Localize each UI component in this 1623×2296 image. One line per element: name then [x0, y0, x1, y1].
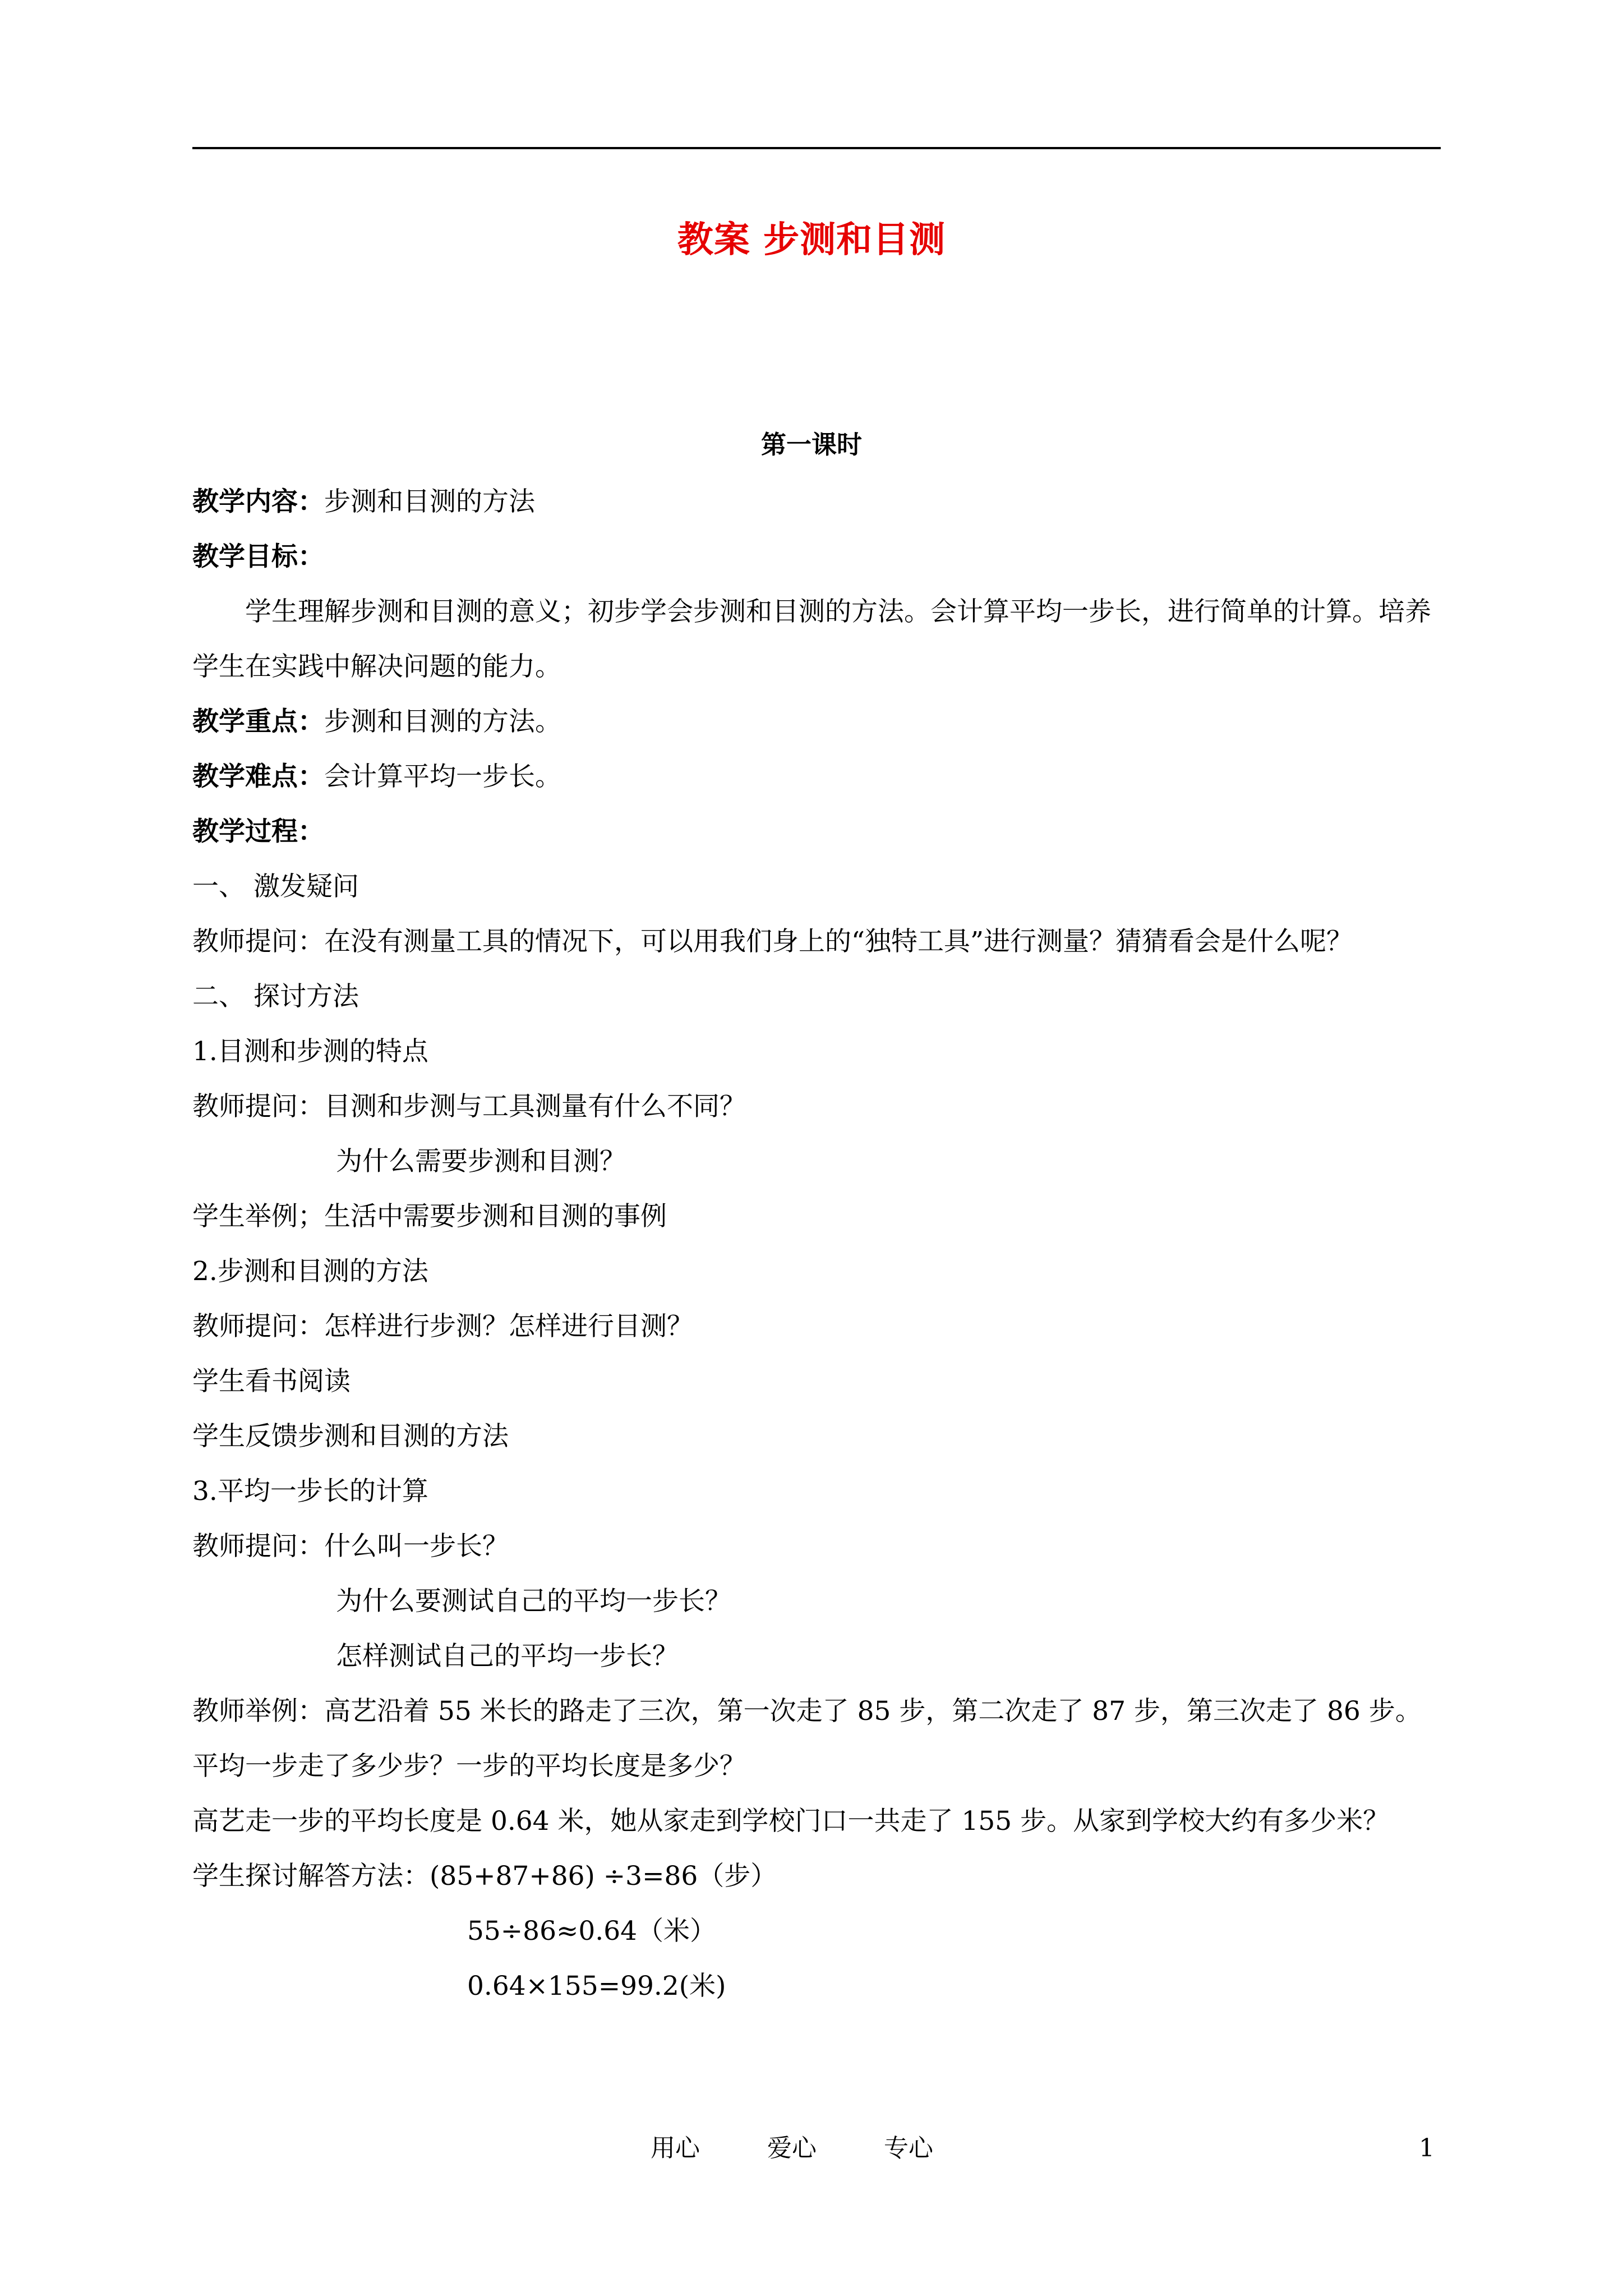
header-rule [192, 147, 1441, 149]
sub3-solution-intro: 学生探讨解答方法：(85+87+86) ÷3=86（步） [192, 1861, 777, 1892]
sub3-question-3: 怎样测试自己的平均一步长？ [336, 1641, 679, 1672]
sub3-teacher-example: 教师举例：高艺沿着 55 米长的路走了三次，第一次走了 85 步，第二次走了 87 步，第三次走了 86 步。平均一步走了多少步？一步的平均长度是多少？ [192, 1696, 1422, 1782]
teaching-focus-label: 教学重点： [192, 706, 324, 737]
footer-motto [651, 2126, 933, 2171]
sub2-student-reading: 学生看书阅读 [192, 1366, 351, 1397]
teaching-process-label: 教学过程： [192, 816, 324, 847]
sub3-question-2: 为什么要测试自己的平均一步长？ [336, 1586, 731, 1617]
footer-motto-2: 爱心 [767, 2134, 817, 2162]
document-body [192, 475, 1441, 2014]
teaching-difficulty-label: 教学难点： [192, 761, 324, 792]
teaching-difficulty-text: 会计算平均一步长。 [324, 761, 561, 792]
teaching-focus-text: 步测和目测的方法。 [324, 706, 561, 737]
sub2-student-feedback: 学生反馈步测和目测的方法 [192, 1421, 509, 1452]
sub2-title: 2.步测和目测的方法 [192, 1256, 428, 1287]
sub1-question-2: 为什么需要步测和目测？ [336, 1146, 626, 1177]
teaching-content-line [192, 475, 1441, 530]
document-title: 教案 步测和目测 [677, 219, 946, 261]
sub3-question-1: 教师提问：什么叫一步长？ [192, 1531, 509, 1562]
sub3-calculation-2: 0.64×155=99.2(米) [467, 1971, 726, 2001]
teaching-content-label: 教学内容： [192, 486, 324, 517]
sub3-problem: 高艺走一步的平均长度是 0.64 米，她从家走到学校门口一共走了 155 步。从家到学校大约有多少米？ [192, 1806, 1390, 1837]
sub1-student-example: 学生举例；生活中需要步测和目测的事例 [192, 1201, 667, 1232]
section1-teacher-question: 教师提问：在没有测量工具的情况下，可以用我们身上的“独特工具”进行测量？猜猜看会是什么呢？ [192, 926, 1353, 957]
lesson-heading: 第一课时 [760, 430, 862, 459]
sub1-question-1: 教师提问：目测和步测与工具测量有什么不同？ [192, 1091, 746, 1122]
footer-motto-3: 专心 [884, 2134, 933, 2162]
footer-motto-1: 用心 [651, 2134, 700, 2162]
section2-heading: 二、 探讨方法 [192, 981, 359, 1012]
teaching-goal-text: 学生理解步测和目测的意义；初步学会步测和目测的方法。会计算平均一步长，进行简单的计算。培养学生在实践中解决问题的能力。 [192, 596, 1431, 682]
teaching-difficulty-line [192, 749, 1441, 804]
sub2-question-1: 教师提问：怎样进行步测？怎样进行目测？ [192, 1311, 693, 1342]
teaching-focus-line [192, 694, 1441, 749]
sub1-title: 1.目测和步测的特点 [192, 1036, 428, 1067]
teaching-goal-label: 教学目标： [192, 541, 324, 572]
page-number: 1 [1419, 2134, 1435, 2162]
sub3-calculation-1: 55÷86≈0.64（米） [467, 1916, 717, 1947]
page-footer [0, 2126, 1623, 2171]
section1-heading: 一、 激发疑问 [192, 871, 359, 902]
teaching-content-text: 步测和目测的方法 [324, 486, 535, 517]
sub3-title: 3.平均一步长的计算 [192, 1476, 428, 1507]
